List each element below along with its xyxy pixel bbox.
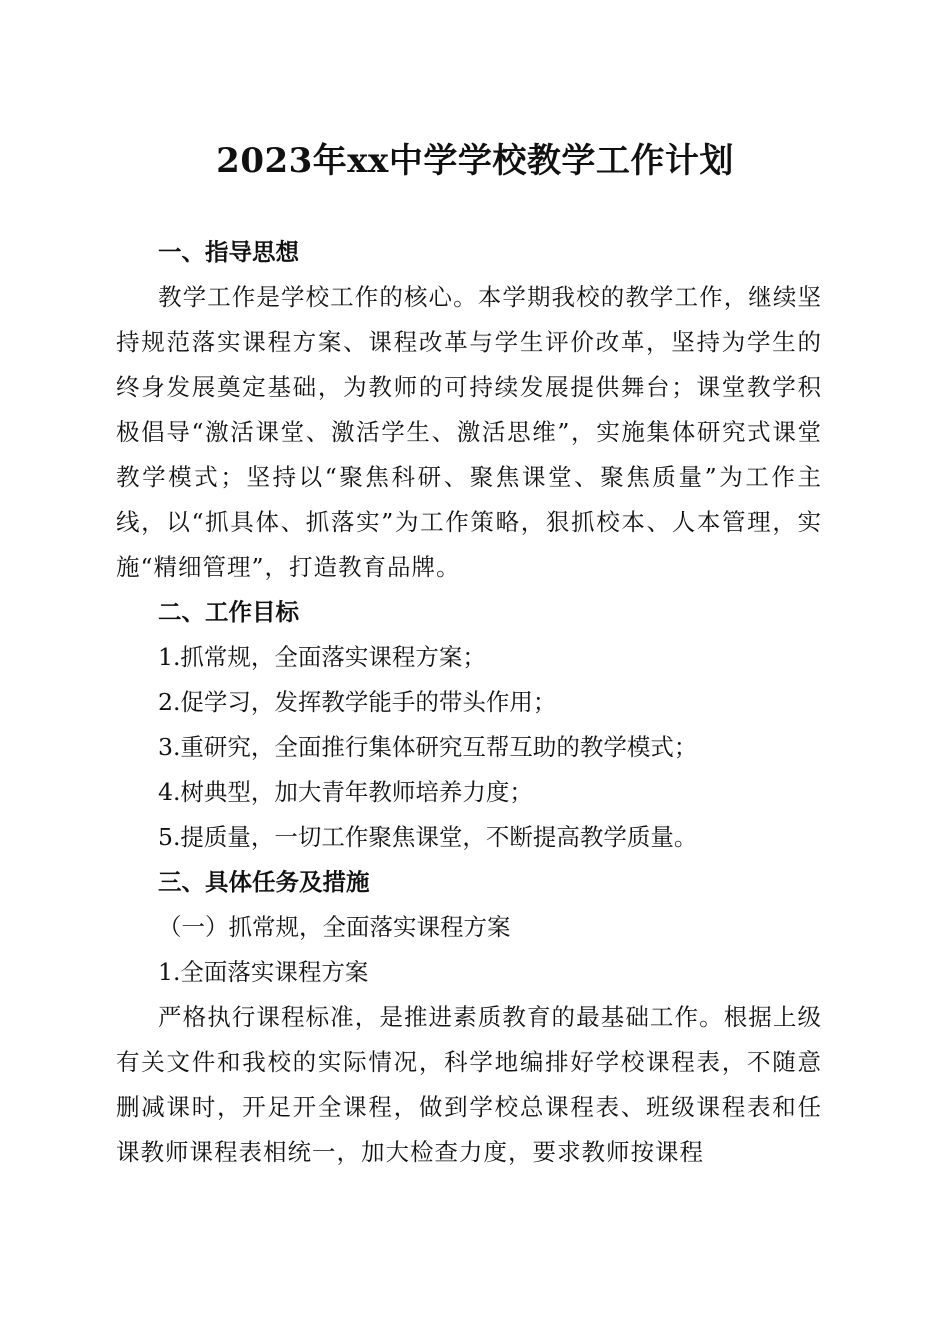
paragraph-guiding-ideology: 教学工作是学校工作的核心。本学期我校的教学工作，继续坚持规范落实课程方案、课程改革与学生评价改革，坚持为学生的终身发展奠定基础，为教师的可持续发展提供舞台；课堂教学积极倡导“激活课堂、激活学生、激活思维”，实施集体研究式课堂教学模式；坚持以“聚焦科研、聚焦课堂、聚焦质量”为工作主线，以“抓具体、抓落实”为工作策略，狠抓校本、人本管理，实施“精细管理”，打造教育品牌。 (116, 283, 822, 581)
paragraph-curriculum: 严格执行课程标准，是推进素质教育的最基础工作。根据上级有关文件和我校的实际情况，科学地编排好学校课程表，不随意删减课时，开足开全课程，做到学校总课程表、班级课程表和任课教师课程表相统一，加大检查力度，要求教师按课程 (116, 1003, 822, 1166)
goal-item: 5.提质量，一切工作聚焦课堂，不断提高教学质量。 (158, 823, 698, 851)
subsection-heading: （一）抓常规，全面落实课程方案 (158, 913, 511, 941)
task-point: 1.全面落实课程方案 (158, 958, 369, 986)
section-heading-work-goals: 二、工作目标 (158, 598, 299, 626)
document-title: 2023年xx中学学校教学工作计划 (216, 141, 734, 181)
goal-item: 3.重研究，全面推行集体研究互帮互助的教学模式； (158, 733, 698, 761)
goal-item: 4.树典型，加大青年教师培养力度； (158, 778, 533, 806)
goal-item: 2.促学习，发挥教学能手的带头作用； (158, 688, 557, 716)
section-heading-guiding-ideology: 一、指导思想 (158, 238, 299, 266)
document-body (116, 230, 822, 1175)
section-heading-tasks-measures: 三、具体任务及措施 (158, 868, 370, 896)
goal-item: 1.抓常规，全面落实课程方案； (158, 643, 486, 671)
